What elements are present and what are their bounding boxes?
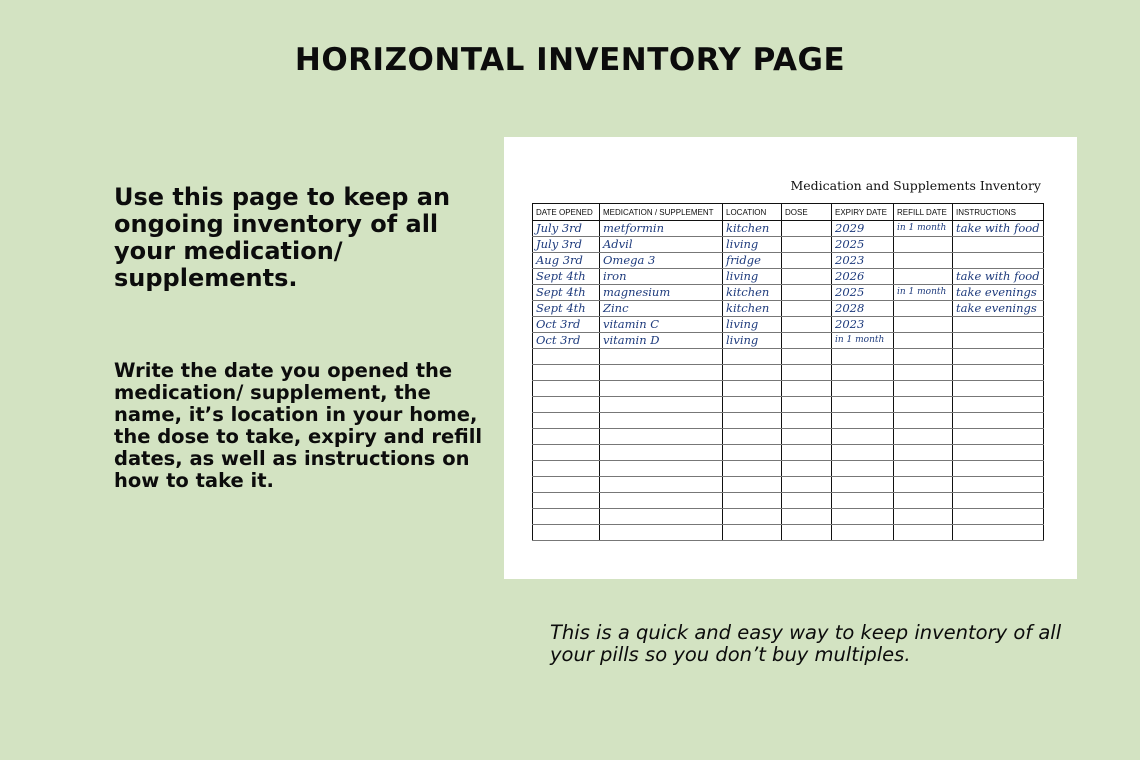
sheet-title: Medication and Supplements Inventory <box>790 178 1041 193</box>
blank-cell <box>723 493 782 509</box>
blank-cell <box>533 525 600 541</box>
blank-cell <box>953 429 1044 445</box>
blank-cell <box>600 461 723 477</box>
blank-cell <box>894 509 953 525</box>
blank-cell <box>600 429 723 445</box>
blank-cell <box>953 525 1044 541</box>
date-opened-cell: July 3rd <box>533 221 600 237</box>
blank-cell <box>600 509 723 525</box>
blank-cell <box>832 477 894 493</box>
blank-cell <box>832 413 894 429</box>
refill-date-cell <box>894 269 953 285</box>
blank-cell <box>600 413 723 429</box>
blank-cell <box>894 349 953 365</box>
blank-cell <box>782 397 832 413</box>
blank-table-row <box>533 413 1044 429</box>
blank-cell <box>832 365 894 381</box>
blank-cell <box>600 365 723 381</box>
blank-cell <box>723 445 782 461</box>
dose-cell <box>782 333 832 349</box>
blank-cell <box>533 477 600 493</box>
blank-cell <box>782 381 832 397</box>
blank-cell <box>723 365 782 381</box>
blank-table-row <box>533 461 1044 477</box>
blank-cell <box>953 461 1044 477</box>
blank-table-row <box>533 349 1044 365</box>
blank-cell <box>600 397 723 413</box>
blank-table-row <box>533 493 1044 509</box>
blank-table-row <box>533 477 1044 493</box>
table-row <box>533 301 1044 317</box>
intro-text: Use this page to keep an ongoing inventory of all your medication/ supplements. <box>114 183 451 292</box>
blank-cell <box>894 413 953 429</box>
blank-cell <box>782 525 832 541</box>
instructions-cell <box>953 317 1044 333</box>
blank-cell <box>533 461 600 477</box>
location-cell: living <box>723 317 782 333</box>
blank-cell <box>894 365 953 381</box>
refill-date-cell <box>894 237 953 253</box>
blank-cell <box>953 365 1044 381</box>
blank-cell <box>832 461 894 477</box>
blank-cell <box>832 445 894 461</box>
instructions-cell: take evenings <box>953 285 1044 301</box>
blank-cell <box>533 493 600 509</box>
blank-cell <box>832 349 894 365</box>
blank-cell <box>894 525 953 541</box>
date-opened-cell: July 3rd <box>533 237 600 253</box>
blank-cell <box>894 429 953 445</box>
dose-cell <box>782 317 832 333</box>
page-title: HORIZONTAL INVENTORY PAGE <box>294 42 846 78</box>
location-cell: living <box>723 237 782 253</box>
dose-cell <box>782 237 832 253</box>
blank-cell <box>533 397 600 413</box>
medication-cell: vitamin D <box>600 333 723 349</box>
blank-table-row <box>533 397 1044 413</box>
blank-cell <box>723 525 782 541</box>
blank-cell <box>533 349 600 365</box>
table-row <box>533 269 1044 285</box>
table-row <box>533 253 1044 269</box>
dose-cell <box>782 221 832 237</box>
refill-date-cell: in 1 month <box>894 221 953 237</box>
blank-cell <box>723 429 782 445</box>
column-header: DOSE <box>782 204 832 221</box>
location-cell: kitchen <box>723 301 782 317</box>
instructions-cell: take with food <box>953 269 1044 285</box>
description-text: Write the date you opened the medication/ supplement, the name, it’s location in your home, the dose to take, expiry and refill dates, as well as instructions on how to take it. <box>114 359 483 492</box>
blank-cell <box>894 477 953 493</box>
blank-cell <box>782 429 832 445</box>
instructions-cell <box>953 237 1044 253</box>
medication-cell: Omega 3 <box>600 253 723 269</box>
blank-cell <box>832 381 894 397</box>
blank-table-row <box>533 381 1044 397</box>
blank-cell <box>723 349 782 365</box>
expiry-date-cell: 2023 <box>832 253 894 269</box>
blank-cell <box>782 493 832 509</box>
expiry-date-cell: in 1 month <box>832 333 894 349</box>
medication-cell: Advil <box>600 237 723 253</box>
blank-cell <box>832 429 894 445</box>
blank-cell <box>894 493 953 509</box>
inventory-sheet-preview <box>504 137 1077 579</box>
location-cell: living <box>723 333 782 349</box>
medication-cell: Zinc <box>600 301 723 317</box>
blank-cell <box>832 397 894 413</box>
blank-cell <box>782 365 832 381</box>
blank-cell <box>953 477 1044 493</box>
blank-cell <box>723 397 782 413</box>
table-row <box>533 333 1044 349</box>
blank-cell <box>723 477 782 493</box>
blank-cell <box>953 397 1044 413</box>
table-row <box>533 221 1044 237</box>
blank-cell <box>600 349 723 365</box>
dose-cell <box>782 269 832 285</box>
expiry-date-cell: 2026 <box>832 269 894 285</box>
blank-cell <box>782 461 832 477</box>
refill-date-cell <box>894 301 953 317</box>
blank-cell <box>600 445 723 461</box>
column-header: DATE OPENED <box>533 204 600 221</box>
blank-cell <box>533 413 600 429</box>
table-header-row <box>533 204 1044 221</box>
blank-cell <box>533 381 600 397</box>
instructions-cell <box>953 253 1044 269</box>
refill-date-cell <box>894 317 953 333</box>
blank-cell <box>832 509 894 525</box>
expiry-date-cell: 2023 <box>832 317 894 333</box>
column-header: REFILL DATE <box>894 204 953 221</box>
inventory-table <box>532 203 1044 541</box>
blank-cell <box>533 509 600 525</box>
blank-cell <box>533 429 600 445</box>
blank-cell <box>832 525 894 541</box>
date-opened-cell: Oct 3rd <box>533 317 600 333</box>
blank-cell <box>953 349 1044 365</box>
blank-table-row <box>533 365 1044 381</box>
instructions-cell: take with food <box>953 221 1044 237</box>
blank-cell <box>894 445 953 461</box>
location-cell: kitchen <box>723 221 782 237</box>
dose-cell <box>782 285 832 301</box>
blank-cell <box>782 509 832 525</box>
column-header: LOCATION <box>723 204 782 221</box>
location-cell: fridge <box>723 253 782 269</box>
blank-cell <box>894 461 953 477</box>
blank-cell <box>953 413 1044 429</box>
blank-cell <box>953 445 1044 461</box>
date-opened-cell: Sept 4th <box>533 269 600 285</box>
blank-cell <box>723 509 782 525</box>
blank-table-row <box>533 525 1044 541</box>
blank-cell <box>832 493 894 509</box>
date-opened-cell: Oct 3rd <box>533 333 600 349</box>
blank-cell <box>953 509 1044 525</box>
date-opened-cell: Aug 3rd <box>533 253 600 269</box>
instructions-cell: take evenings <box>953 301 1044 317</box>
blank-cell <box>533 365 600 381</box>
blank-cell <box>600 381 723 397</box>
blank-cell <box>894 381 953 397</box>
expiry-date-cell: 2028 <box>832 301 894 317</box>
medication-cell: iron <box>600 269 723 285</box>
table-row <box>533 317 1044 333</box>
blank-cell <box>723 381 782 397</box>
table-row <box>533 285 1044 301</box>
blank-cell <box>723 461 782 477</box>
instructions-cell <box>953 333 1044 349</box>
blank-cell <box>953 381 1044 397</box>
blank-table-row <box>533 445 1044 461</box>
blank-cell <box>600 493 723 509</box>
blank-table-row <box>533 429 1044 445</box>
date-opened-cell: Sept 4th <box>533 285 600 301</box>
blank-cell <box>600 477 723 493</box>
blank-cell <box>782 349 832 365</box>
dose-cell <box>782 301 832 317</box>
blank-cell <box>782 477 832 493</box>
tagline-text: This is a quick and easy way to keep inventory of all your pills so you don’t buy multiples. <box>550 621 1062 666</box>
blank-cell <box>723 413 782 429</box>
blank-cell <box>894 397 953 413</box>
medication-cell: vitamin C <box>600 317 723 333</box>
refill-date-cell <box>894 333 953 349</box>
blank-table-row <box>533 509 1044 525</box>
expiry-date-cell: 2029 <box>832 221 894 237</box>
blank-cell <box>782 413 832 429</box>
dose-cell <box>782 253 832 269</box>
column-header: MEDICATION / SUPPLEMENT <box>600 204 723 221</box>
blank-cell <box>533 445 600 461</box>
refill-date-cell: in 1 month <box>894 285 953 301</box>
column-header: INSTRUCTIONS <box>953 204 1044 221</box>
blank-cell <box>953 493 1044 509</box>
table-row <box>533 237 1044 253</box>
expiry-date-cell: 2025 <box>832 285 894 301</box>
location-cell: living <box>723 269 782 285</box>
column-header: EXPIRY DATE <box>832 204 894 221</box>
medication-cell: metformin <box>600 221 723 237</box>
date-opened-cell: Sept 4th <box>533 301 600 317</box>
location-cell: kitchen <box>723 285 782 301</box>
medication-cell: magnesium <box>600 285 723 301</box>
blank-cell <box>600 525 723 541</box>
expiry-date-cell: 2025 <box>832 237 894 253</box>
refill-date-cell <box>894 253 953 269</box>
blank-cell <box>782 445 832 461</box>
